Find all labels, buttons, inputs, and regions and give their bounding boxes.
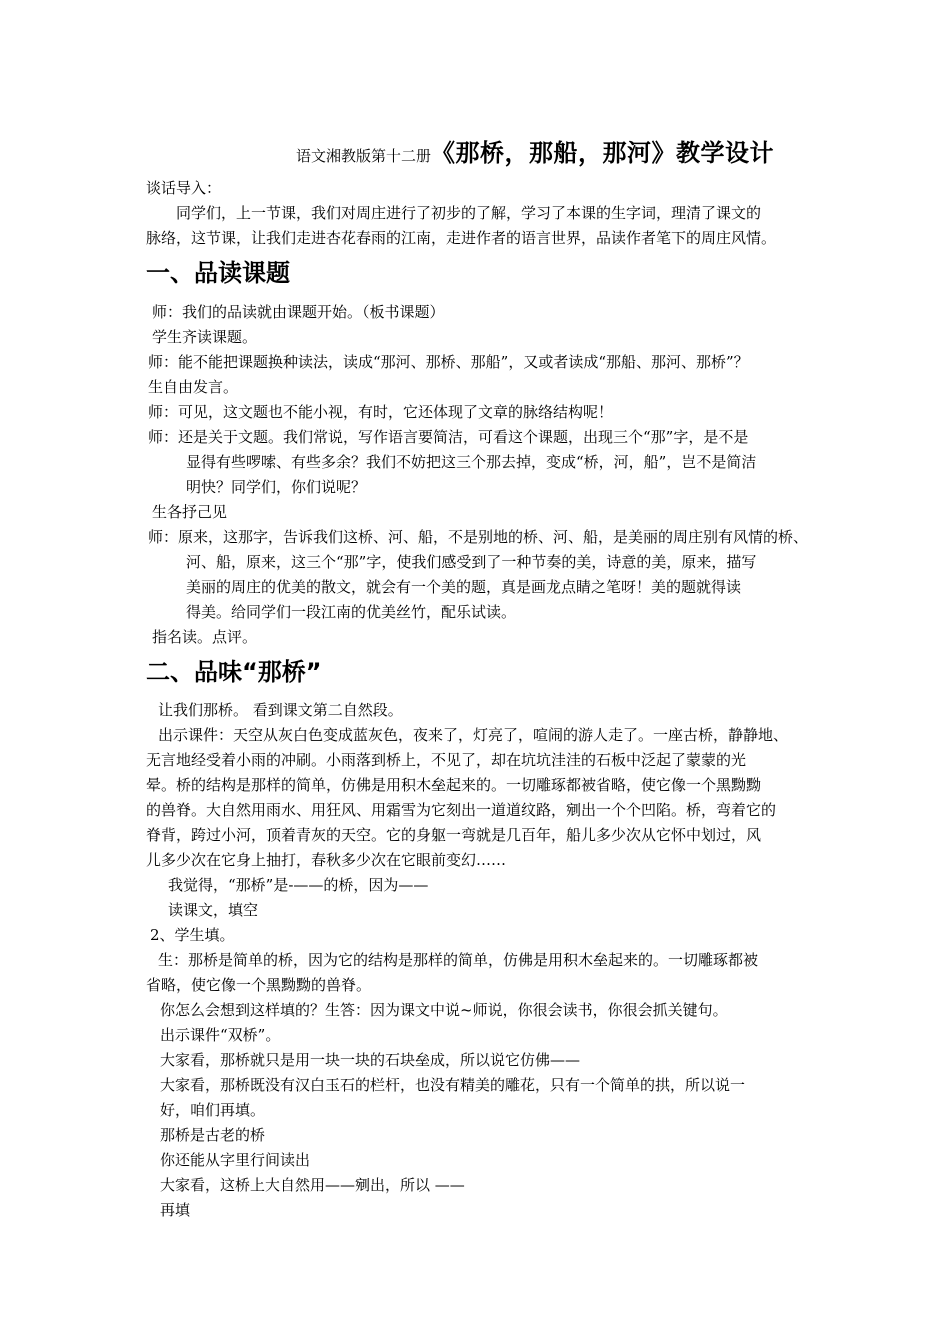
section2-heading: 二、品味“那桥” [146, 658, 322, 686]
section1-line: 师：我们的品读就由课题开始。（板书课题） [152, 303, 445, 321]
title-prefix: 语文湘教版第十二册 [296, 147, 432, 165]
section2-line: 省略，使它像一个黑黝黝的兽脊。 [146, 976, 372, 994]
section2-line: 晕。桥的结构是那样的简单，仿佛是用积木垒起来的。一切雕琢都被省略，使它像一个黑黝黝 [146, 776, 762, 794]
section2-line: 让我们那桥。 看到课文第二自然段。 [158, 701, 403, 719]
section2-line: 你还能从字里行间读出 [160, 1151, 311, 1169]
section1-line: 河、船，原来，这三个“那”字，使我们感受到了一种节奏的美，诗意的美，原来，描写 [186, 553, 757, 571]
section1-line: 显得有些啰嗦、有些多余？我们不妨把这三个那去掉，变成“桥，河，船”，岂不是简洁 [186, 453, 757, 471]
section1-line: 师：能不能把课题换种读法，读成“那河、那桥、那船”，又或者读成“那船、那河、那桥”？ [148, 353, 749, 371]
section1-line: 得美。给同学们一段江南的优美丝竹，配乐试读。 [186, 603, 517, 621]
section2-line: 大家看，这桥上大自然用——剜出，所以 —— [160, 1176, 465, 1194]
section2-line: 你怎么会想到这样填的？生答：因为课文中说~师说，你很会读书，你很会抓关键句。 [160, 1001, 728, 1019]
section2-line: 好，咱们再填。 [160, 1101, 266, 1119]
section1-line: 师：可见，这文题也不能小视，有时，它还体现了文章的脉络结构呢！ [148, 403, 614, 421]
document-title [296, 133, 774, 168]
section2-line: 再填 [160, 1201, 191, 1219]
section2-line: 出示课件“双桥”。 [160, 1026, 281, 1044]
section1-line: 生各抒己见 [152, 503, 228, 521]
section2-line: 无言地经受着小雨的冲刷。小雨落到桥上，不见了，却在坑坑洼洼的石板中泛起了蒙蒙的光 [146, 751, 747, 769]
section1-line: 学生齐读课题。 [152, 328, 258, 346]
title-main: 《那桥，那船，那河》教学设计 [431, 138, 775, 167]
section2-line: 那桥是古老的桥 [160, 1126, 266, 1144]
section1-line: 明快？同学们，你们说呢？ [186, 478, 367, 496]
section2-line: 读课文，填空 [168, 901, 259, 919]
section2-line: 大家看，那桥既没有汉白玉石的栏杆，也没有精美的雕花，只有一个简单的拱，所以说一 [160, 1076, 746, 1094]
section2-line: 2、学生填。 [150, 926, 235, 944]
section1-line: 师：原来，这那字，告诉我们这桥、河、船，不是别地的桥、河、船，是美丽的周庄别有风情的桥、 [148, 528, 809, 546]
section2-line: 脊背，跨过小河，顶着青灰的天空。它的身躯一弯就是几百年，船儿多少次从它怀中划过，风 [146, 826, 762, 844]
section2-line: 的兽脊。大自然用雨水、用狂风、用霜雪为它刻出一道道纹路，剜出一个个凹陷。桥，弯着它的 [146, 801, 777, 819]
section2-line: 生：那桥是简单的桥，因为它的结构是那样的简单，仿佛是用积木垒起来的。一切雕琢都被 [158, 951, 759, 969]
intro-paragraph-line-2: 脉络，这节课，让我们走进杏花春雨的江南，走进作者的语言世界，品读作者笔下的周庄风情。 [146, 229, 777, 247]
section1-line: 师：还是关于文题。我们常说，写作语言要简洁，可看这个课题，出现三个“那”字，是不是 [148, 428, 749, 446]
section1-line: 美丽的周庄的优美的散文，就会有一个美的题，真是画龙点睛之笔呀！美的题就得读 [186, 578, 742, 596]
section2-line: 儿多少次在它身上抽打，春秋多少次在它眼前变幻…… [146, 851, 507, 869]
section2-line: 大家看，那桥就只是用一块一块的石块垒成，所以说它仿佛—— [160, 1051, 581, 1069]
section1-heading: 一、品读课题 [146, 259, 290, 287]
section1-line: 指名读。点评。 [152, 628, 258, 646]
section2-line: 我觉得，“那桥”是-——的桥，因为—— [168, 876, 429, 894]
intro-label: 谈话导入： [146, 179, 222, 197]
section1-line: 生自由发言。 [148, 378, 239, 396]
intro-paragraph-line-1: 同学们，上一节课，我们对周庄进行了初步的了解，学习了本课的生字词，理清了课文的 [176, 204, 762, 222]
section2-line: 出示课件：天空从灰白色变成蓝灰色，夜来了，灯亮了，喧闹的游人走了。一座古桥，静静地、 [158, 726, 789, 744]
